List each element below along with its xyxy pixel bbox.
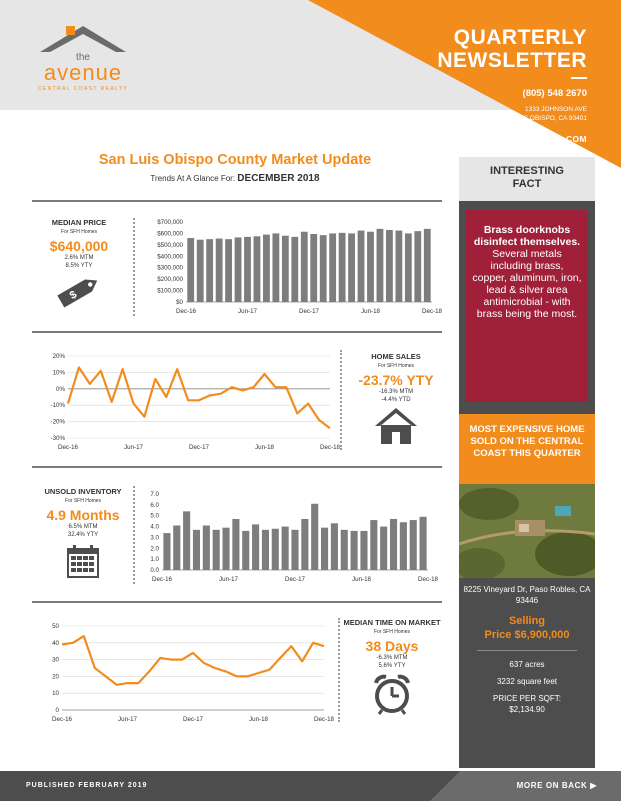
stat-label: MEDIAN TIME ON MARKET	[343, 618, 441, 627]
y-tick-label: 20	[52, 673, 59, 681]
stat-ytd: 5.6% YTY	[378, 663, 406, 669]
y-tick-label: -20%	[50, 418, 65, 426]
phone-number[interactable]: (805) 548 2670	[522, 88, 587, 99]
y-tick-label: 3.0	[150, 534, 159, 542]
home-sqft: 3232 square feet	[496, 677, 558, 686]
bar	[242, 531, 249, 570]
stat-value: $640,000	[49, 238, 109, 254]
bar	[272, 529, 279, 570]
bar	[405, 233, 412, 302]
bar	[244, 237, 251, 302]
y-tick-label: 50	[52, 623, 59, 630]
y-tick-label: $300,000	[157, 264, 183, 272]
stat-mtm: 2.6% MTM	[64, 255, 94, 261]
y-tick-label: $100,000	[157, 287, 183, 295]
bar	[321, 528, 328, 570]
y-tick-label: $700,000	[157, 219, 183, 226]
stat-mtm: -16.3% MTM	[378, 389, 414, 395]
home-heading: MOST EXPENSIVE HOME SOLD ON THE CENTRAL COAST THIS QUARTER	[459, 414, 595, 484]
bar	[222, 528, 229, 570]
logo-the: the	[76, 52, 90, 63]
section-divider	[32, 200, 442, 202]
median-time-chart	[40, 620, 332, 724]
bar	[235, 237, 242, 302]
y-tick-label: 2.0	[150, 545, 159, 553]
y-tick-label: -30%	[50, 435, 65, 442]
home-sales-stat	[350, 352, 442, 451]
y-tick-label: 30	[52, 656, 59, 664]
y-tick-label: 10	[52, 690, 59, 698]
section-divider	[32, 601, 442, 603]
bar	[197, 240, 204, 302]
x-tick-label: Jun-17	[238, 308, 257, 315]
y-tick-label: 10%	[52, 369, 65, 377]
bar	[395, 231, 402, 302]
bar	[254, 236, 261, 302]
section-divider	[32, 466, 442, 468]
x-tick-label: Dec-16	[176, 308, 196, 315]
bar	[232, 519, 239, 570]
x-tick-label: Jun-18	[352, 576, 371, 583]
footer-accent	[430, 771, 490, 801]
bar	[310, 234, 317, 302]
x-tick-label: Dec-18	[320, 444, 340, 451]
y-tick-label: 0	[55, 707, 59, 714]
home-address: 8225 Vineyard Dr, Paso Robles, CA 93446	[463, 585, 591, 605]
bar	[377, 229, 384, 302]
bar	[213, 530, 220, 570]
bar	[339, 233, 346, 302]
home-sales-chart	[40, 350, 340, 454]
fact-box	[466, 210, 588, 402]
x-tick-label: Dec-17	[183, 716, 203, 723]
stat-ytd: 8.5% YTY	[65, 263, 93, 269]
home-info	[459, 584, 595, 715]
bar	[291, 530, 298, 570]
y-tick-label: 7.0	[150, 491, 159, 498]
stat-sub: For SFH Homes	[60, 229, 98, 235]
bar	[252, 524, 259, 570]
x-tick-label: Jun-18	[255, 444, 274, 451]
x-tick-label: Jun-18	[249, 716, 268, 723]
bar	[367, 232, 374, 302]
price-tag-icon	[52, 274, 106, 308]
x-tick-label: Dec-18	[418, 576, 438, 583]
unsold-inventory-chart	[140, 486, 438, 586]
published-date: PUBLISHED FEBRUARY 2019	[26, 782, 148, 789]
play-arrow-icon: ▶	[590, 781, 597, 790]
x-tick-label: Dec-16	[52, 716, 72, 723]
stat-sub: For SFH Homes	[377, 363, 415, 369]
bar	[370, 520, 377, 570]
stat-value: -23.7% YTY	[358, 372, 434, 388]
ppsf-value: $2,134.90	[509, 705, 545, 714]
bar	[203, 525, 210, 570]
bar	[320, 235, 327, 302]
fact-bold: Brass doorknobs disinfect themselves.	[473, 224, 581, 248]
header-contact	[437, 26, 587, 144]
bar	[301, 519, 308, 570]
series-line	[62, 636, 324, 685]
bar	[291, 237, 298, 302]
stat-ytd: 32.4% YTY	[67, 532, 99, 538]
main-title: San Luis Obispo County Market Update	[98, 152, 372, 168]
x-tick-label: Jun-18	[361, 308, 380, 315]
stat-sub: For SFH Homes	[373, 629, 411, 635]
ppsf-label: PRICE PER SQFT:	[492, 694, 561, 703]
bar	[301, 232, 308, 302]
x-tick-label: Dec-18	[314, 716, 334, 723]
fact-body: Several metals including brass, copper, aluminum, iron, lead & silver area antimicrobial - with brass being the most.	[472, 248, 582, 320]
calendar-icon	[65, 544, 101, 580]
logo-tagline: CENTRAL COAST REALTY	[37, 86, 129, 92]
bar	[358, 231, 365, 302]
stat-label: HOME SALES	[371, 352, 421, 361]
x-tick-label: Dec-16	[58, 444, 78, 451]
stat-value: 4.9 Months	[46, 507, 120, 523]
bar	[400, 522, 407, 570]
bar	[341, 530, 348, 570]
bar	[272, 233, 279, 302]
dotted-separator	[133, 218, 135, 316]
unsold-inventory-stat	[38, 487, 128, 585]
bar	[282, 527, 289, 570]
median-price-stat	[38, 218, 120, 313]
more-on-back-link[interactable]	[517, 781, 597, 790]
subtitle-period: DECEMBER 2018	[237, 173, 320, 184]
y-tick-label: 40	[52, 639, 59, 647]
section-divider	[32, 331, 442, 333]
x-tick-label: Jun-17	[124, 444, 143, 451]
y-tick-label: $200,000	[157, 276, 183, 284]
y-tick-label: $600,000	[157, 230, 183, 238]
bar	[173, 525, 180, 570]
x-tick-label: Dec-17	[299, 308, 319, 315]
title-rule	[571, 77, 587, 79]
y-tick-label: -10%	[50, 402, 65, 410]
stat-label: MEDIAN PRICE	[51, 218, 107, 227]
bar	[329, 233, 336, 302]
x-tick-label: Dec-16	[152, 576, 172, 583]
y-tick-label: 1.0	[150, 556, 159, 564]
newsletter-title-line1: QUARTERLY	[453, 26, 587, 49]
bar	[348, 233, 355, 302]
stat-sub: For SFH Homes	[64, 498, 102, 504]
bar	[390, 519, 397, 570]
bar	[187, 238, 194, 302]
stat-value: 38 Days	[365, 638, 419, 654]
y-tick-label: 20%	[52, 353, 65, 360]
y-tick-label: $0	[176, 299, 183, 306]
bar	[282, 236, 289, 302]
svg-text:$: $	[67, 288, 80, 303]
fact-title-line1: INTERESTING	[490, 165, 564, 177]
median-price-chart	[140, 214, 442, 322]
subtitle-prefix: Trends At A Glance For:	[150, 174, 236, 183]
bar	[351, 531, 358, 570]
bar	[410, 520, 417, 570]
alarm-clock-icon	[372, 673, 412, 715]
y-tick-label: 6.0	[150, 501, 159, 509]
median-time-stat	[340, 618, 444, 720]
y-tick-label: 5.0	[150, 512, 159, 520]
y-tick-label: $400,000	[157, 253, 183, 261]
bar	[263, 235, 270, 302]
selling-price: Price $6,900,000	[484, 629, 570, 641]
logo	[28, 22, 138, 102]
bar	[360, 531, 367, 570]
main-subtitle	[20, 173, 450, 184]
home-rule	[477, 650, 577, 651]
fact-heading	[459, 157, 595, 201]
roof-logo-icon	[28, 22, 138, 56]
fact-title-line2: FACT	[512, 178, 542, 190]
more-label: MORE ON BACK	[516, 781, 588, 790]
bar	[206, 239, 213, 302]
stat-mtm: -6.3% MTM	[376, 655, 408, 661]
stat-label: UNSOLD INVENTORY	[44, 487, 122, 496]
y-tick-label: 0.0	[150, 567, 159, 574]
website-link[interactable]: THEAVENUESLO.COM	[489, 134, 587, 144]
newsletter-title-line2: NEWSLETTER	[437, 49, 587, 72]
home-acres: 637 acres	[509, 660, 545, 669]
y-tick-label: 0%	[56, 385, 65, 393]
x-tick-label: Dec-18	[422, 308, 442, 315]
bar	[311, 504, 318, 570]
dotted-separator	[133, 486, 135, 584]
bar	[216, 239, 223, 302]
x-tick-label: Dec-17	[285, 576, 305, 583]
bar	[183, 511, 190, 570]
bar	[380, 527, 387, 570]
bar	[225, 239, 232, 302]
stat-ytd: -4.4% YTD	[381, 397, 411, 403]
bar	[414, 231, 421, 302]
bar	[163, 533, 170, 570]
bar	[424, 229, 431, 302]
bar	[193, 530, 200, 570]
stat-mtm: 6.5% MTM	[68, 524, 98, 530]
address-line2: SAN LUIS OBISPO, CA 93401	[498, 115, 587, 122]
bar	[386, 230, 393, 302]
x-tick-label: Jun-17	[118, 716, 137, 723]
house-icon	[373, 406, 419, 446]
y-tick-label: 4.0	[150, 523, 159, 531]
home-aerial-photo	[459, 484, 595, 578]
logo-name: avenue	[43, 60, 123, 85]
x-tick-label: Jun-17	[219, 576, 238, 583]
bar	[262, 530, 269, 570]
y-tick-label: $500,000	[157, 241, 183, 249]
bar	[420, 517, 427, 570]
series-line	[68, 368, 330, 429]
address-line1: 1333 JOHNSON AVE	[524, 106, 587, 113]
bar	[331, 523, 338, 570]
x-tick-label: Dec-17	[189, 444, 209, 451]
dotted-separator	[340, 350, 342, 450]
selling-label: Selling	[508, 615, 546, 627]
